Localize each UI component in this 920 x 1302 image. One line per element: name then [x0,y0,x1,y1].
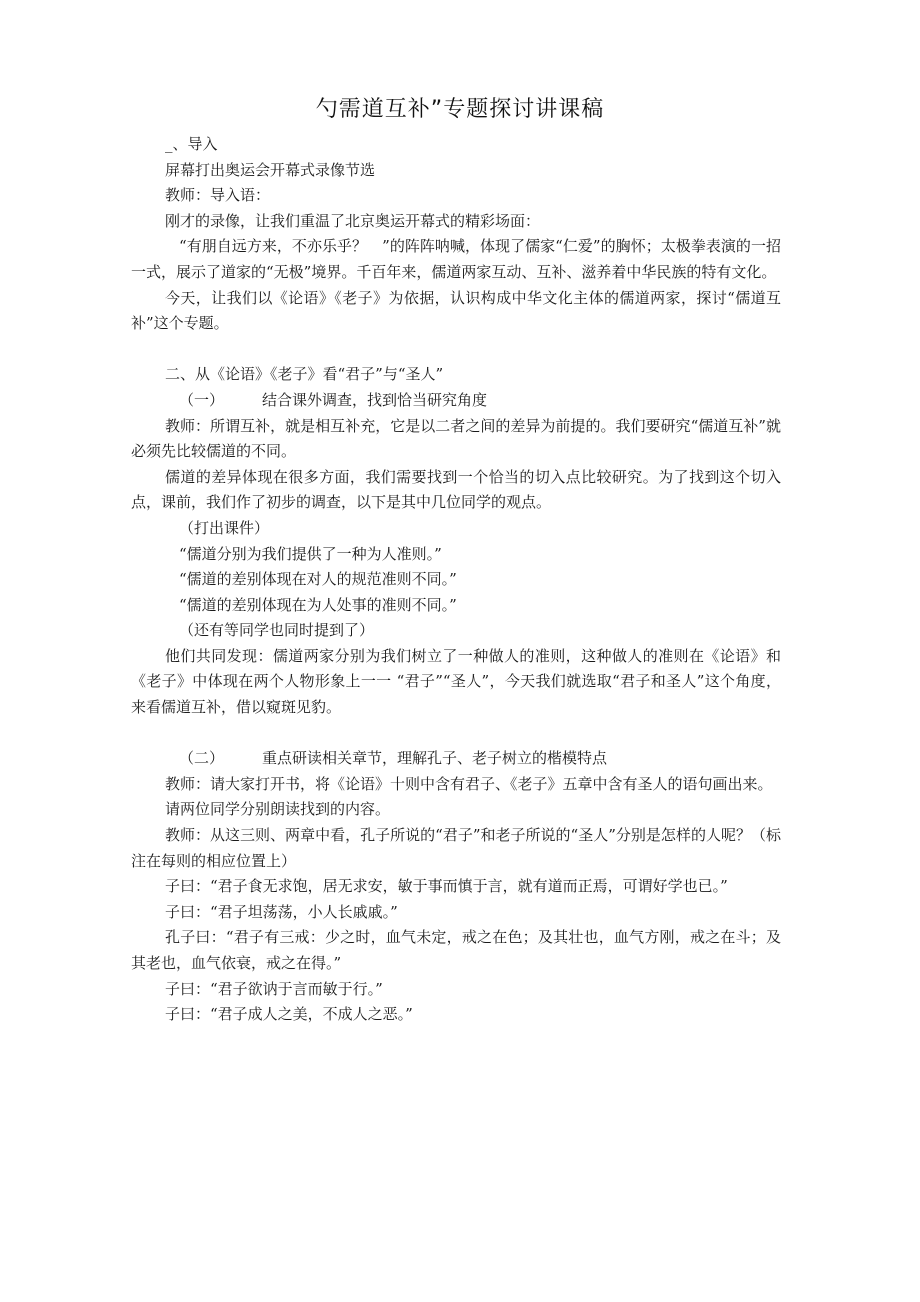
paragraph-courseware: （打出课件） [179,518,270,537]
section-heading-junzi-shengren: 二、从《论语》《老子》看“君子”与“圣人” [165,365,444,384]
analects-quote-3: 孔子曰：“君子有三戒：少之时，血气未定，戒之在色；及其壮也，血气方刚，戒之在斗；及其老也，血气依衰，戒之在得。” [131,928,781,972]
subsection-number-2: （二） [179,749,225,768]
subsection-heading-2 [131,746,781,772]
student-quote-2: “儒道的差别体现在对人的规范准则不同。” [179,570,457,589]
section-heading-intro: _、导入 [165,135,218,153]
analects-quote-2: 子曰：“君子坦荡荡，小人长戚戚。” [165,902,398,921]
spacer [131,337,781,363]
paragraph-recording: 刚才的录像，让我们重温了北京奥运开幕式的精彩场面： [165,211,541,230]
spacer [131,721,781,747]
paragraph-discovery: 他们共同发现：儒道两家分别为我们树立了一种做人的准则，这种做人的准则在《论语》和《老子》中体现在两个人物形象上一一 “君子”“圣人”，今天我们就选取“君子和圣人”这个角度，来看儒道互补，借以窥斑见豹。 [131,646,781,717]
paragraph-read-aloud: 请两位同学分别朗读找到的内容。 [165,800,391,819]
subsection-text-2: 重点研读相关章节，理解孔子、老子树立的楷模特点 [262,749,608,768]
subsection-heading-1 [131,388,781,414]
paragraph-teacher-complement: 教师：所谓互补，就是相互补充，它是以二者之间的差异为前提的。我们要研究“儒道互补”就必须先比较儒道的不同。 [131,416,781,461]
analects-quote-4: 子曰：“君子欲讷于言而敏于行。” [165,979,383,998]
student-quote-3: “儒道的差别体现在为人处事的准则不同。” [179,595,457,614]
paragraph-others: （还有等同学也同时提到了） [179,621,375,640]
paragraph-confucian-taoist: “有朋自远方来，不亦乐乎？ ”的阵阵呐喊，体现了儒家“仁爱”的胸怀；太极拳表演的一招一式，展示了道家的“无极”境界。千百年来，儒道两家互动、互补、滋养着中华民族的特有文化。 [131,237,781,281]
subsection-text-1: 结合课外调查，找到恰当研究角度 [262,390,488,409]
subsection-number-1: （一） [179,390,225,409]
paragraph-teacher-question: 教师：从这三则、两章中看，孔子所说的“君子”和老子所说的“圣人”分别是怎样的人呢？（标注在每则的相应位置上） [131,826,781,870]
document-body [131,132,781,1028]
analects-quote-1: 子曰：“君子食无求饱，居无求安，敏于事而慎于言，就有道而正焉，可谓好学也已。” [165,877,728,896]
paragraph-screen: 屏幕打出奥运会开幕式录像节选 [165,160,376,179]
student-quote-1: “儒道分别为我们提供了一种为人准则。” [179,544,442,563]
paragraph-today: 今天，让我们以《论语》《老子》为依据，认识构成中华文化主体的儒道两家，探讨“儒道互补”这个专题。 [131,288,781,333]
analects-quote-5: 子曰：“君子成人之美，不成人之恶。” [165,1005,413,1024]
paragraph-teacher-intro: 教师：导入语： [165,186,271,205]
page-title: 勺需道互补”专题探讨讲课稿 [315,97,605,122]
paragraph-teacher-open: 教师：请大家打开书，将《论语》十则中含有君子、《老子》五章中含有圣人的语句画出来。 [165,774,773,793]
paragraph-difference: 儒道的差异体现在很多方面，我们需要找到一个恰当的切入点比较研究。为了找到这个切入点，课前，我们作了初步的调查，以下是其中几位同学的观点。 [131,467,781,512]
